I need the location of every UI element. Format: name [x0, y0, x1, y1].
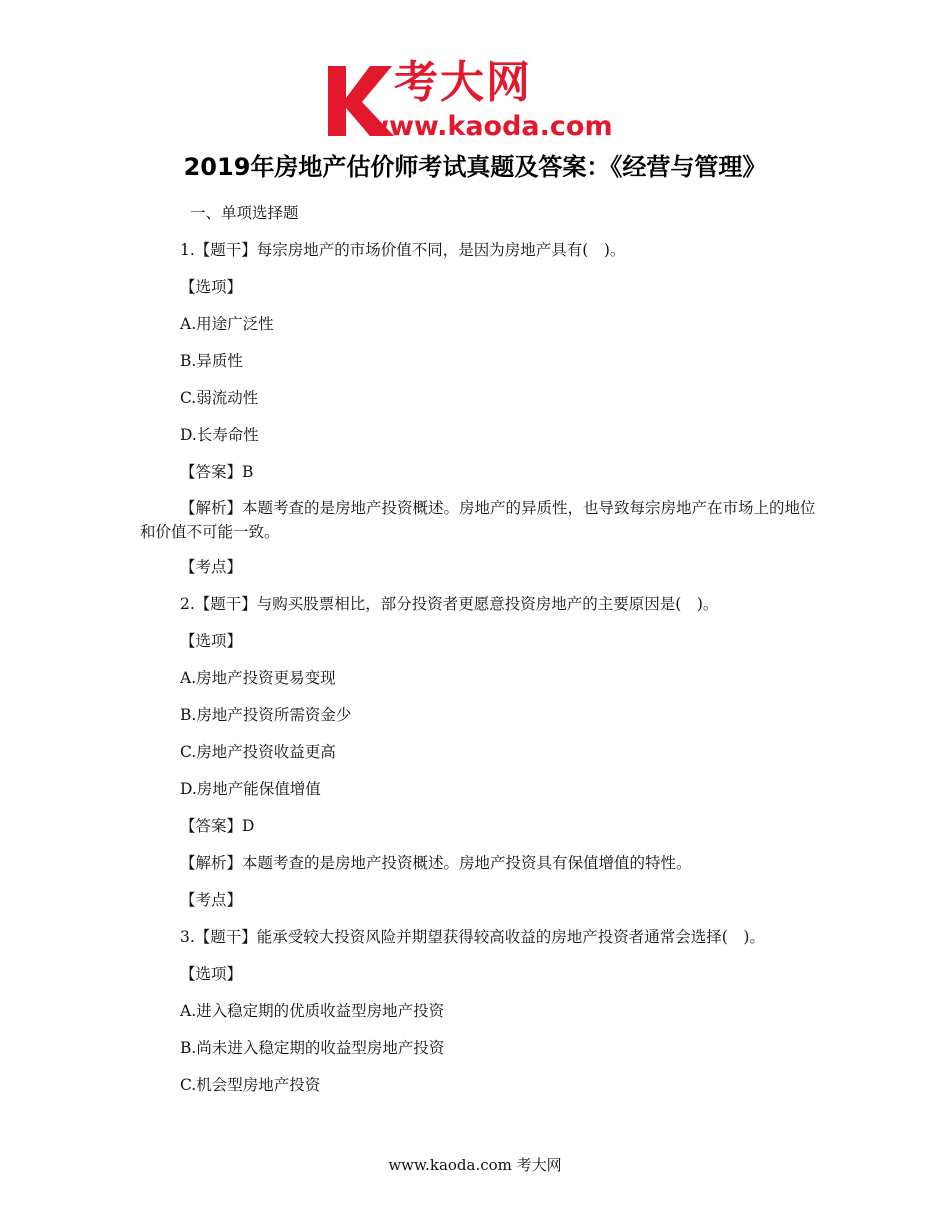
kaoda-logo [320, 58, 640, 142]
question-1-option-b: B.异质性 [180, 352, 243, 370]
question-3-options-label: 【选项】 [180, 965, 243, 983]
question-2-option-a: A.房地产投资更易变现 [180, 669, 336, 687]
question-2-answer: 【答案】D [180, 817, 255, 835]
question-2-stem: 2.【题干】与购买股票相比，部分投资者更愿意投资房地产的主要原因是( )。 [180, 595, 719, 613]
question-2-analysis: 【解析】本题考查的是房地产投资概述。房地产投资具有保值增值的特性。 [180, 854, 692, 872]
question-1-option-a: A.用途广泛性 [180, 315, 274, 333]
question-1-option-c: C.弱流动性 [180, 389, 259, 407]
page-footer: www.kaoda.com 考大网 [388, 1156, 562, 1174]
question-1-option-d: D.长寿命性 [180, 426, 259, 444]
section-heading: 一、单项选择题 [190, 204, 299, 222]
question-3-stem: 3.【题干】能承受较大投资风险并期望获得较高收益的房地产投资者通常会选择( )。 [180, 928, 765, 946]
question-2-option-d: D.房地产能保值增值 [180, 780, 321, 798]
question-2-option-b: B.房地产投资所需资金少 [180, 706, 352, 724]
logo-url: www.kaoda.com [364, 111, 613, 142]
question-3-option-b: B.尚未进入稳定期的收益型房地产投资 [180, 1039, 445, 1057]
logo-brand-name: 考大网 [394, 57, 532, 108]
question-2-option-c: C.房地产投资收益更高 [180, 743, 336, 761]
question-1-options-label: 【选项】 [180, 278, 243, 296]
question-2-options-label: 【选项】 [180, 632, 243, 650]
question-1-answer: 【答案】B [180, 463, 254, 481]
question-1-stem: 1.【题干】每宗房地产的市场价值不同，是因为房地产具有( )。 [180, 241, 626, 259]
question-3-option-c: C.机会型房地产投资 [180, 1076, 321, 1094]
question-1-analysis: 【解析】本题考查的是房地产投资概述。房地产的异质性，也导致每宗房地产在市场上的地位和价值不可能一致。 [140, 499, 816, 541]
question-1-point: 【考点】 [180, 558, 243, 576]
document-title: 2019年房地产估价师考试真题及答案：《经营与管理》 [183, 153, 767, 181]
question-2-point: 【考点】 [180, 891, 243, 909]
question-3-option-a: A.进入稳定期的优质收益型房地产投资 [180, 1002, 445, 1020]
